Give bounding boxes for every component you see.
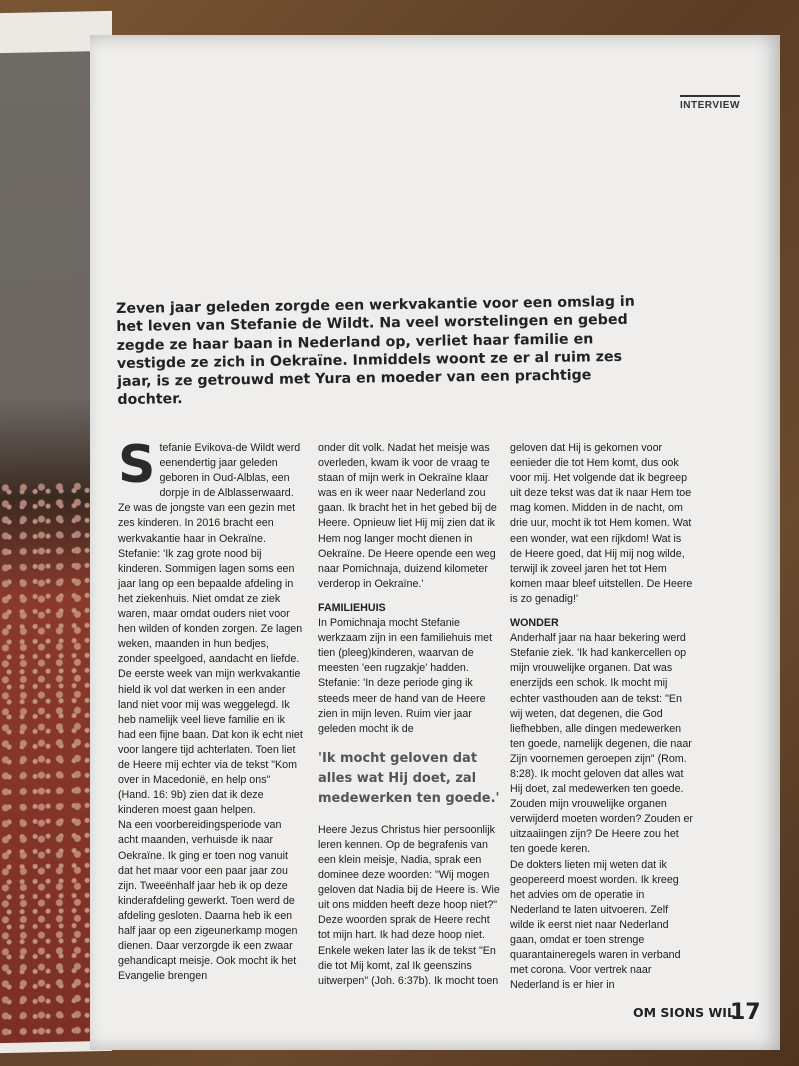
drop-cap: S <box>118 435 156 495</box>
paragraph: tefanie Evikova-de Wildt werd eenendertig jaar geleden geboren in Oud-Alblas, een dorpje in de Alblasserwaard. Ze was de jongste van een gezin met zes kinderen. In 2016 bracht een werkvakantie haar in Oekraïne. Stefanie: 'Ik zag grote nood bij kinderen. Sommigen lagen soms een jaar lang op een bepaalde afdeling in het ziekenhuis. Niet omdat ze ziek waren, maar omdat ouders niet voor hen wilden of konden zorgen. Ze lagen weken, maanden in hun bedjes, zonder speelgoed, aandacht en liefde. <box>118 442 303 666</box>
paragraph: onder dit volk. Nadat het meisje was overleden, kwam ik voor de vraag te staan of mijn werk in Oekraïne klaar was en ik weer naar Nederland zou gaan. Ik bracht het in het gebed bij de Heere. Opnieuw liet Hij mij zien dat ik Hem nog langer mocht dienen in Oekraïne. De Heere opende een weg naar Pomichnaja, duizend kilometer verderop in Oekraïne.' <box>318 442 497 590</box>
intro-paragraph: Zeven jaar geleden zorgde een werkvakantie voor een omslag in het leven van Stefanie de Wildt. Na veel worstelingen en gebed zegde ze haar baan in Nederland op, verliet haar familie en vestigde ze zich in Oekraïne. Inmiddels woont ze er al ruim zes jaar, is ze getrouwd met Yura en moeder van een prachtige dochter. <box>116 293 635 409</box>
paragraph: De eerste week van mijn werkvakantie hield ik vol dat werken in een ander land niet voor mij was weggelegd. Ik heb namelijk veel lieve familie en ik had een fijne baan. Dat kon ik echt niet voor langere tijd achterlaten. Toen liet de Heere mij echter via de tekst "Kom over in Macedonië, en help ons" (Hand. 16: 9b) zien dat ik deze kinderen moest gaan helpen. <box>118 668 303 817</box>
paragraph: In Pomichnaja mocht Stefanie werkzaam zijn in een familiehuis met tien (pleeg)kinderen, waarvan de meesten 'een rugzakje' hadden. Stefanie: 'In deze periode ging ik steeds meer de hand van de Heere zien in mijn leven. Ruim vier jaar geleden mocht ik de <box>318 617 493 735</box>
magazine-brand: OM SIONS WIL <box>633 1005 735 1020</box>
paragraph: De dokters lieten mij weten dat ik geopereerd moest worden. Ik kreeg het advies om de operatie in Nederland te laten uitvoeren. Zelf wilde ik eerst niet naar Nederland gaan, omdat er toen strenge quarantaineregels waren in verband met corona. Voor vertrek naar Nederland is er hier in <box>510 858 681 992</box>
text-column-3 <box>510 441 694 993</box>
paragraph: geloven dat Hij is gekomen voor eenieder die tot Hem komt, dus ook voor mij. Het volgende dat ik begreep uit deze tekst was dat ik naar Hem toe mag komen. Midden in de nacht, om drie uur, mocht ik tot Hem komen. Wat een wonder, wat een rijkdom! Wat is de Heere goed, dat Hij mij nog wilde, terwijl ik zoveel jaren het tot Hem komen maar bleef uitstellen. De Heere is zo genadig!' <box>510 442 693 605</box>
portrait-photo <box>0 51 96 1043</box>
text-column-2 <box>318 441 500 989</box>
paragraph: Na een voorbereidingsperiode van acht maanden, verhuisde ik naar Oekraïne. Ik ging er toen nog vanuit dat het maar voor een paar jaar zou zijn. Tweeënhalf jaar heb ik op deze kinderafdeling gewerkt. Toen werd de afdeling gesloten. Daarna heb ik een half jaar op een zigeunerkamp mogen dienen. Daar verzorgde ik een zwaar gehandicapt meisje. Ook mocht ik het Evangelie brengen <box>118 819 298 983</box>
section-label: INTERVIEW <box>680 95 740 111</box>
paragraph: Anderhalf jaar na haar bekering werd Stefanie ziek. 'Ik had kankercellen op mijn vrouwelijke organen. Dat was enerzijds een schok. Ik mocht mij echter vasthouden aan de tekst: "En wij weten, dat degenen, die God liefhebben, alle dingen medewerken ten goede, namelijk degenen, die naar Zijn voornemen geroepen zijn" (Rom. 8:28). Ik mocht geloven dat alles wat Hij doet, zal medewerken ten goede. Zouden mijn vrouwelijke organen verwijderd moeten worden? Zouden er uitzaaiingen zijn? De Heere zou het ten goede keren. <box>510 632 693 856</box>
subheading: FAMILIEHUIS <box>318 601 386 614</box>
text-column-1 <box>118 435 304 984</box>
subheading: WONDER <box>510 617 559 630</box>
paragraph: Heere Jezus Christus hier persoonlijk leren kennen. Op de begrafenis van een klein meisje, Nadia, sprak een dominee deze woorden: "Wij mogen geloven dat Nadia bij de Heere is. Wie uit ons midden heeft deze hoop niet?" Deze woorden sprak de Heere recht tot mijn hart. Ik had deze hoop niet. Enkele weken later las ik de tekst "En die tot Mij komt, zal Ik geenszins uitwerpen" (Joh. 6:37b). Ik mocht toen <box>318 823 500 987</box>
pull-quote: 'Ik mocht geloven dat alles wat Hij doet, zal medewerken ten goede.' <box>318 750 500 806</box>
page-number: 17 <box>730 1000 761 1025</box>
